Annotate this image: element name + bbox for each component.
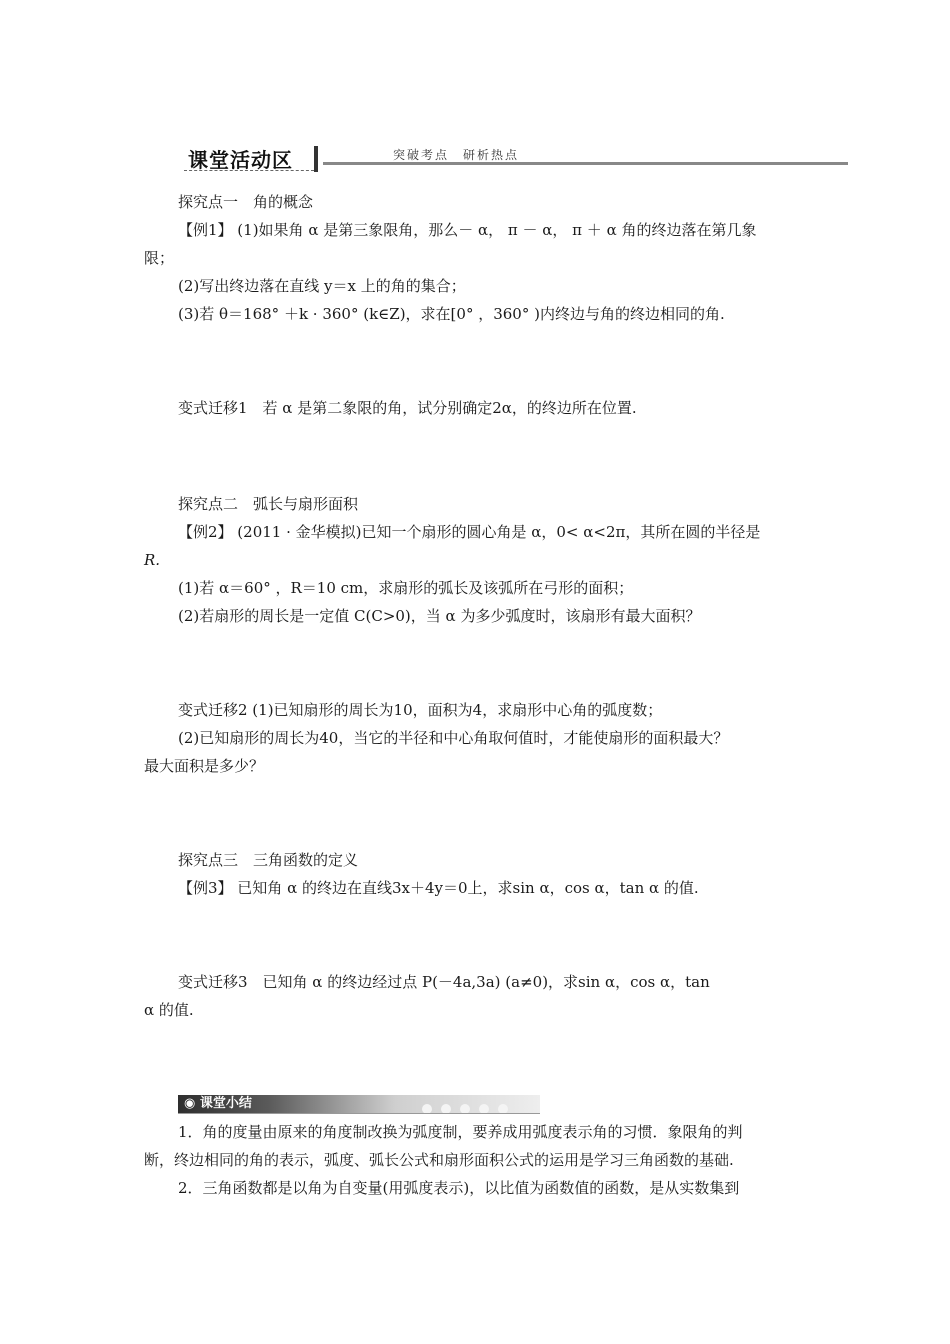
section2-heading: 探究点二 弧长与扇形面积 <box>178 495 359 513</box>
banner-subtitle: 突破考点 研析热点 <box>393 148 520 162</box>
variant1: 变式迁移1 若 α 是第二象限的角，试分别确定2α，的终边所在位置. <box>178 399 637 417</box>
example1-part3: (3)若 θ＝168° ＋k · 360° (k∈Z)，求在[0° ，360° )内终边与角的终边相同的角. <box>178 305 725 323</box>
variant2-line3: 最大面积是多少？ <box>144 757 265 775</box>
variant3-line2: α 的值. <box>144 1001 194 1019</box>
banner-title: 课堂活动区 <box>188 148 293 172</box>
summary-line1: 1．角的度量由原来的角度制改换为弧度制，要养成用弧度表示角的习惯．象限角的判 <box>178 1123 743 1141</box>
example1-line1: 【例1】 (1)如果角 α 是第三象限角，那么－ α， π － α， π ＋ α 角的终边落在第几象 <box>178 221 757 239</box>
example2-part1: (1)若 α＝60° ，R＝10 cm，求扇形的弧长及该弧所在弓形的面积； <box>178 579 634 597</box>
section1-heading: 探究点一 角的概念 <box>178 193 314 211</box>
summary-line3: 2．三角函数都是以角为自变量(用弧度表示)，以比值为函数值的函数，是从实数集到 <box>178 1179 740 1197</box>
summary-line2: 断，终边相同的角的表示，弧度、弧长公式和扇形面积公式的运用是学习三角函数的基础. <box>144 1151 734 1169</box>
summary-bar <box>178 1095 540 1113</box>
variant3-line1: 变式迁移3 已知角 α 的终边经过点 P(－4a,3a) (a≠0)，求sin α，cos α，tan <box>178 973 710 991</box>
example2-line2: R. <box>144 551 161 569</box>
banner-underline <box>184 170 314 171</box>
example1-part2: (2)写出终边落在直线 y＝x 上的角的集合； <box>178 277 466 295</box>
example1-line2: 限； <box>144 249 175 267</box>
banner-divider <box>314 146 318 172</box>
variant2-line2: (2)已知扇形的周长为40，当它的半径和中心角取何值时，才能使扇形的面积最大？ <box>178 729 729 747</box>
example3: 【例3】 已知角 α 的终边在直线3x＋4y＝0上，求sin α，cos α，tan α 的值. <box>178 879 699 897</box>
summary-dots-decoration <box>422 1099 517 1109</box>
section3-heading: 探究点三 三角函数的定义 <box>178 851 359 869</box>
example2-part2: (2)若扇形的周长是一定值 C(C>0)，当 α 为多少弧度时，该扇形有最大面积？ <box>178 607 701 625</box>
example2-line1: 【例2】 (2011 · 金华模拟)已知一个扇形的圆心角是 α，0< α<2π，其所在圆的半径是 <box>178 523 761 541</box>
summary-rule <box>178 1113 540 1114</box>
variant2-line1: 变式迁移2 (1)已知扇形的周长为10，面积为4，求扇形中心角的弧度数； <box>178 701 663 719</box>
summary-label: ◉ 课堂小结 <box>184 1096 252 1111</box>
section-banner <box>178 140 848 174</box>
